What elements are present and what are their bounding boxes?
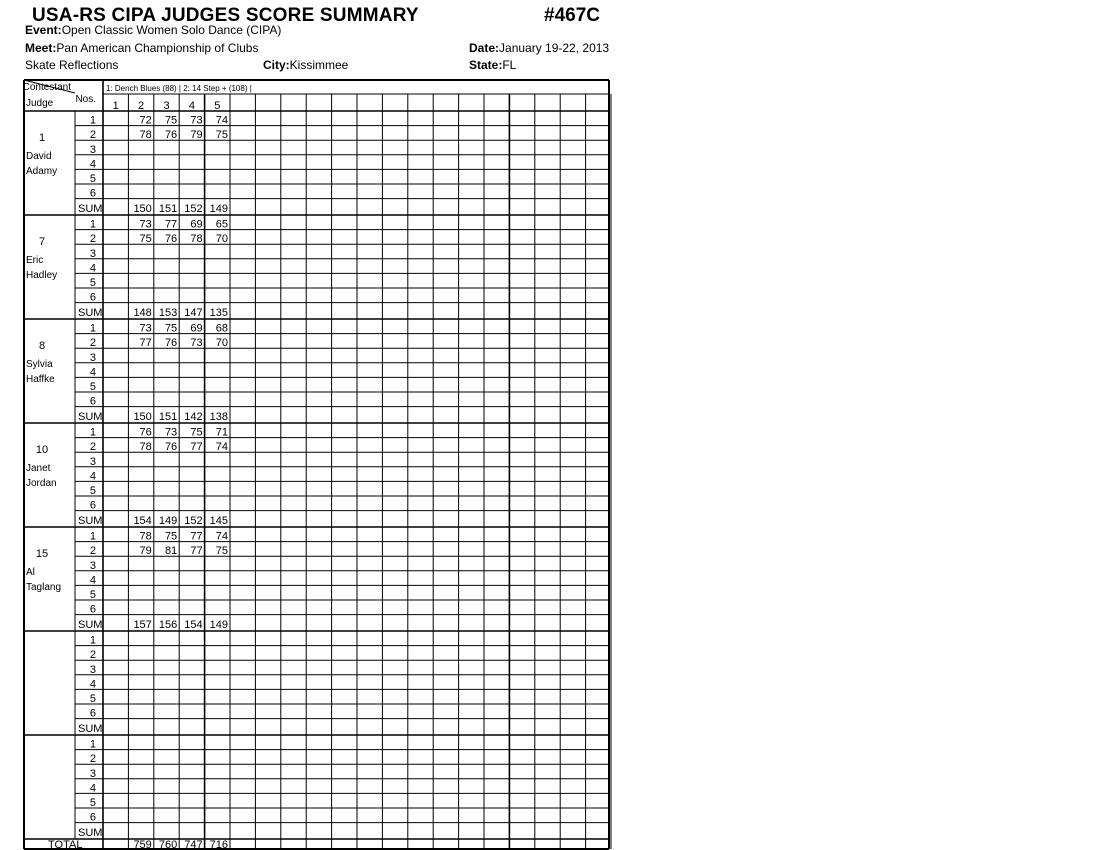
- row-number: 4: [89, 678, 96, 691]
- contestant-label: Contestant: [22, 82, 71, 93]
- row-number: 6: [89, 395, 96, 408]
- row-number: 1: [89, 114, 96, 127]
- score-cell: 75: [139, 233, 152, 246]
- score-cell: 69: [190, 218, 203, 231]
- row-number: 3: [89, 351, 96, 364]
- judge-first-name: David: [26, 151, 52, 162]
- form-title: USA-RS CIPA JUDGES SCORE SUMMARY: [32, 5, 419, 26]
- score-cell: 79: [139, 545, 152, 558]
- total-cell: 759: [133, 839, 152, 850]
- row-number: 1: [89, 218, 96, 231]
- sum-cell: 150: [133, 411, 152, 424]
- score-cell: 79: [190, 129, 203, 142]
- score-cell: 76: [139, 426, 152, 439]
- contestant-number: 1: [112, 100, 119, 112]
- row-number: 1: [89, 322, 96, 335]
- sum-label: SUM: [78, 723, 103, 736]
- score-cell: 75: [164, 114, 178, 127]
- sum-cell: 151: [158, 203, 178, 216]
- score-cell: 76: [164, 233, 178, 246]
- score-cell: 76: [164, 441, 178, 454]
- judge-label: Judge: [26, 98, 54, 109]
- dances-note: 1: Dench Blues (88) | 2: 14 Step + (108) |: [106, 84, 252, 93]
- date-label: Date:: [469, 41, 500, 55]
- score-cell: 78: [139, 129, 152, 142]
- row-number: 6: [89, 603, 96, 616]
- row-number: 5: [89, 173, 96, 185]
- city-value: Kissimmee: [289, 58, 349, 72]
- meet-label: Meet:: [25, 41, 57, 55]
- row-number: 6: [89, 811, 96, 824]
- score-cell: 74: [215, 530, 228, 543]
- event-label: Event:: [25, 23, 62, 37]
- judge-number: 1: [38, 132, 46, 144]
- score-cell: 73: [164, 426, 178, 439]
- judge-last-name: Taglang: [26, 582, 62, 593]
- sum-cell: 156: [158, 619, 178, 632]
- row-number: 1: [89, 738, 96, 751]
- row-number: 5: [89, 797, 96, 809]
- sum-label: SUM: [78, 411, 103, 424]
- sum-label: SUM: [78, 203, 103, 216]
- score-cell: 71: [215, 426, 228, 439]
- score-cell: 77: [139, 337, 152, 350]
- score-cell: 72: [139, 114, 152, 127]
- event-value: Open Classic Women Solo Dance (CIPA): [61, 23, 282, 37]
- row-number: 6: [89, 187, 96, 200]
- score-cell: 73: [139, 322, 152, 335]
- nos-label: Nos.: [75, 94, 96, 105]
- row-number: 2: [89, 545, 96, 558]
- state-label: State:: [469, 58, 503, 72]
- judge-first-name: Janet: [26, 463, 51, 474]
- row-number: 4: [89, 158, 96, 171]
- score-cell: 69: [190, 322, 203, 335]
- score-cell: 74: [215, 441, 228, 454]
- row-number: 2: [89, 441, 96, 454]
- score-cell: 77: [164, 218, 178, 231]
- judge-number: 15: [35, 548, 49, 560]
- score-cell: 78: [139, 530, 152, 543]
- row-number: 5: [89, 485, 96, 497]
- row-number: 2: [89, 649, 96, 662]
- judge-last-name: Hadley: [26, 270, 58, 281]
- state-value: FL: [502, 58, 517, 72]
- row-number: 5: [89, 589, 96, 601]
- score-cell: 78: [190, 233, 203, 246]
- sum-cell: 145: [209, 515, 228, 528]
- score-cell: 75: [190, 426, 203, 439]
- row-number: 3: [89, 455, 96, 468]
- sum-cell: 153: [158, 307, 178, 320]
- row-number: 4: [89, 574, 96, 587]
- contestant-number: 5: [214, 100, 221, 112]
- meet-value: Pan American Championship of Clubs: [56, 41, 259, 55]
- judge-last-name: Haffke: [26, 374, 55, 385]
- sum-cell: 149: [158, 515, 178, 528]
- row-number: 6: [89, 291, 96, 304]
- sum-cell: 151: [158, 411, 178, 424]
- sum-cell: 147: [184, 307, 203, 320]
- contestant-number: 3: [163, 100, 170, 112]
- sum-cell: 135: [209, 307, 228, 320]
- score-cell: 77: [190, 530, 203, 543]
- row-number: 1: [89, 530, 96, 543]
- row-number: 4: [89, 782, 96, 795]
- sum-cell: 138: [209, 411, 228, 424]
- score-cell: 75: [164, 530, 178, 543]
- sum-cell: 149: [209, 203, 228, 216]
- contestant-number: 2: [138, 100, 145, 112]
- judge-last-name: Adamy: [26, 166, 58, 177]
- score-cell: 68: [215, 322, 228, 335]
- row-number: 4: [89, 366, 96, 379]
- score-cell: 75: [215, 129, 228, 142]
- date-value: January 19-22, 2013: [499, 41, 610, 55]
- row-number: 2: [89, 337, 96, 350]
- score-cell: 77: [190, 441, 203, 454]
- row-number: 2: [89, 129, 96, 142]
- row-number: 3: [89, 559, 96, 572]
- club-name: Skate Reflections: [25, 58, 119, 72]
- sum-cell: 157: [133, 619, 152, 632]
- sum-label: SUM: [78, 307, 103, 320]
- sum-cell: 152: [184, 515, 203, 528]
- score-cell: 73: [190, 114, 203, 127]
- row-number: 5: [89, 381, 96, 393]
- row-number: 4: [89, 262, 96, 275]
- judge-number: 8: [38, 340, 46, 352]
- row-number: 2: [89, 233, 96, 246]
- sum-label: SUM: [78, 515, 103, 528]
- score-cell: 70: [215, 233, 228, 246]
- score-cell: 75: [215, 545, 228, 558]
- judge-number: 10: [35, 444, 49, 456]
- score-cell: 74: [215, 114, 228, 127]
- row-number: 5: [89, 693, 96, 705]
- row-number: 3: [89, 247, 96, 260]
- sum-cell: 142: [184, 411, 203, 424]
- score-cell: 76: [164, 129, 178, 142]
- row-number: 1: [89, 426, 96, 439]
- sum-cell: 149: [209, 619, 228, 632]
- judge-number: 7: [38, 236, 46, 248]
- row-number: 2: [89, 753, 96, 766]
- row-number: 5: [89, 277, 96, 289]
- sum-cell: 154: [133, 515, 152, 528]
- score-cell: 77: [190, 545, 203, 558]
- row-number: 3: [89, 663, 96, 676]
- row-number: 3: [89, 143, 96, 156]
- score-cell: 65: [215, 218, 228, 231]
- row-number: 3: [89, 767, 96, 780]
- city-label: City:: [263, 58, 290, 72]
- score-cell: 70: [215, 337, 228, 350]
- sum-cell: 148: [133, 307, 152, 320]
- total-cell: 747: [184, 839, 203, 850]
- sum-cell: 150: [133, 203, 152, 216]
- form-number: #467C: [544, 5, 600, 26]
- score-cell: 75: [164, 322, 178, 335]
- total-cell: 716: [209, 839, 228, 850]
- score-cell: 73: [190, 337, 203, 350]
- sum-label: SUM: [78, 827, 103, 840]
- judge-first-name: Sylvia: [26, 359, 53, 370]
- judge-last-name: Jordan: [26, 478, 57, 489]
- total-label: TOTAL: [48, 839, 83, 850]
- judge-first-name: Eric: [26, 255, 44, 266]
- total-cell: 760: [158, 839, 178, 850]
- row-number: 6: [89, 499, 96, 512]
- row-number: 4: [89, 470, 96, 483]
- score-cell: 76: [164, 337, 178, 350]
- row-number: 6: [89, 707, 96, 720]
- score-cell: 78: [139, 441, 152, 454]
- sum-cell: 152: [184, 203, 203, 216]
- row-number: 1: [89, 634, 96, 647]
- sum-label: SUM: [78, 619, 103, 632]
- score-cell: 73: [139, 218, 152, 231]
- contestant-number: 4: [188, 100, 195, 112]
- score-cell: 81: [164, 545, 178, 558]
- judge-first-name: Al: [26, 567, 35, 578]
- sum-cell: 154: [184, 619, 203, 632]
